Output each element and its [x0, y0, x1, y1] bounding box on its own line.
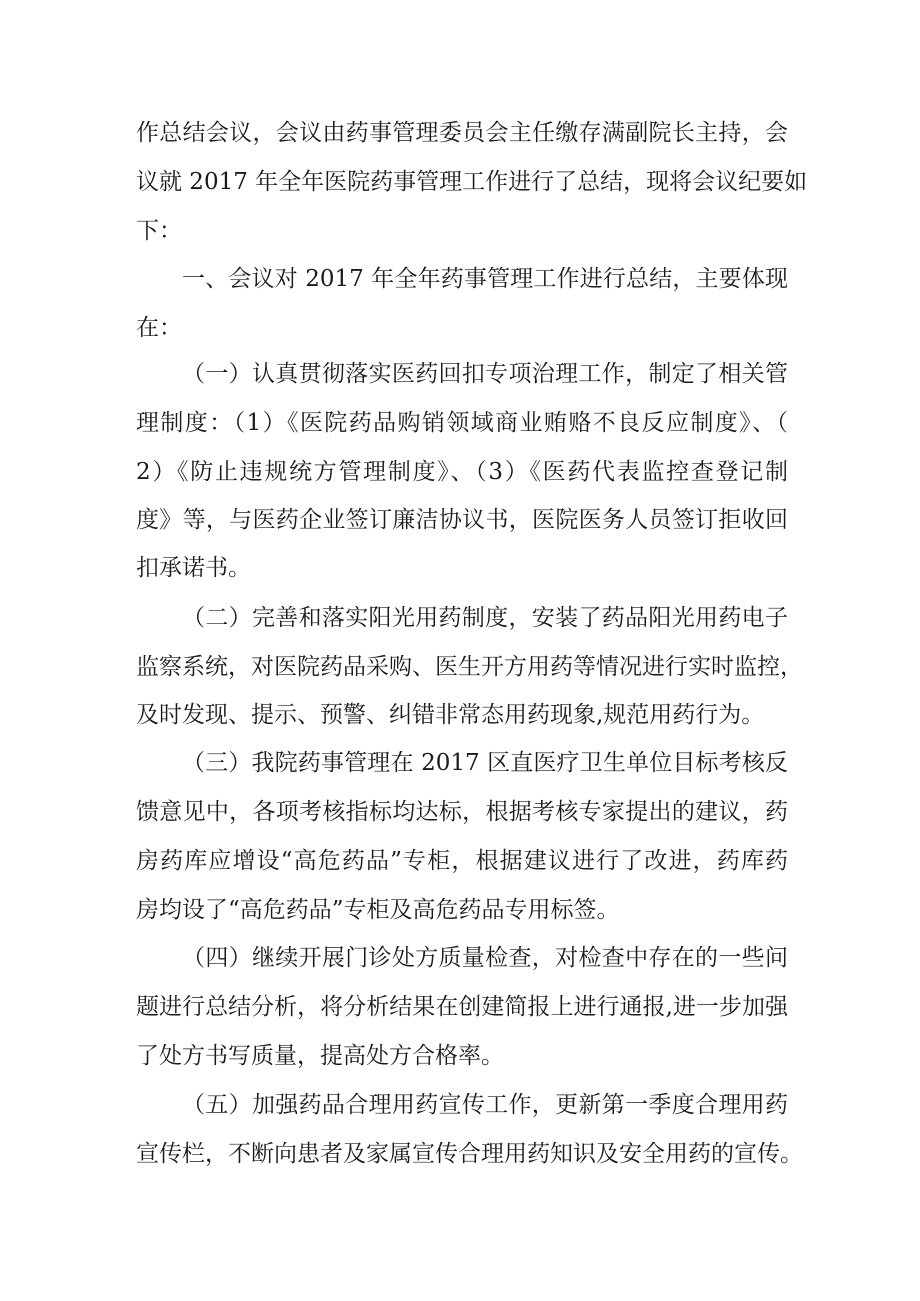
paragraph-line: 下：	[136, 218, 182, 244]
paragraph-line: 2）《防止违规统方管理制度》、（3）《医药代表监控查登记制	[136, 459, 788, 485]
paragraph-line: 监察系统，对医院药品采购、医生开方用药等情况进行实时监控，	[136, 654, 803, 680]
paragraph-line: 房药库应增设“高危药品”专柜，根据建议进行了改进，药库药	[136, 848, 788, 874]
paragraph-line: 理制度：（1）《医院药品购销领域商业贿赂不良反应制度》、（	[136, 410, 788, 436]
paragraph-line: （一）认真贯彻落实医药回扣专项治理工作，制定了相关管	[182, 361, 788, 387]
paragraph-line: 一、会议对 2017 年全年药事管理工作进行总结，主要体现	[182, 266, 788, 292]
paragraph-line: 作总结会议，会议由药事管理委员会主任缴存满副院长主持，会	[136, 120, 788, 146]
paragraph-line: （四）继续开展门诊处方质量检查，对检查中存在的一些问	[182, 945, 788, 971]
paragraph-line: 房均设了“高危药品”专柜及高危药品专用标签。	[136, 897, 620, 923]
paragraph-line: 馈意见中，各项考核指标均达标，根据考核专家提出的建议，药	[136, 799, 788, 825]
paragraph-line: 度》等，与医药企业签订廉洁协议书，医院医务人员签订拒收回	[136, 507, 788, 533]
paragraph-line: 题进行总结分析，将分析结果在创建简报上进行通报,进一步加强	[136, 994, 788, 1020]
paragraph-line: （三）我院药事管理在 2017 区直医疗卫生单位目标考核反	[182, 750, 788, 776]
paragraph-line: 在：	[136, 315, 182, 341]
paragraph-line: 了处方书写质量，提高处方合格率。	[136, 1043, 504, 1069]
paragraph-line: （二）完善和落实阳光用药制度，安装了药品阳光用药电子	[182, 605, 788, 631]
paragraph-line: 议就 2017 年全年医院药事管理工作进行了总结，现将会议纪要如	[136, 169, 808, 195]
paragraph-line: 及时发现、提示、预警、纠错非常态用药现象,规范用药行为。	[136, 702, 765, 728]
paragraph-line: 扣承诺书。	[136, 555, 251, 581]
paragraph-line: （五）加强药品合理用药宣传工作，更新第一季度合理用药	[182, 1092, 788, 1118]
paragraph-line: 宣传栏，不断向患者及家属宣传合理用药知识及安全用药的宣传。	[136, 1141, 803, 1167]
